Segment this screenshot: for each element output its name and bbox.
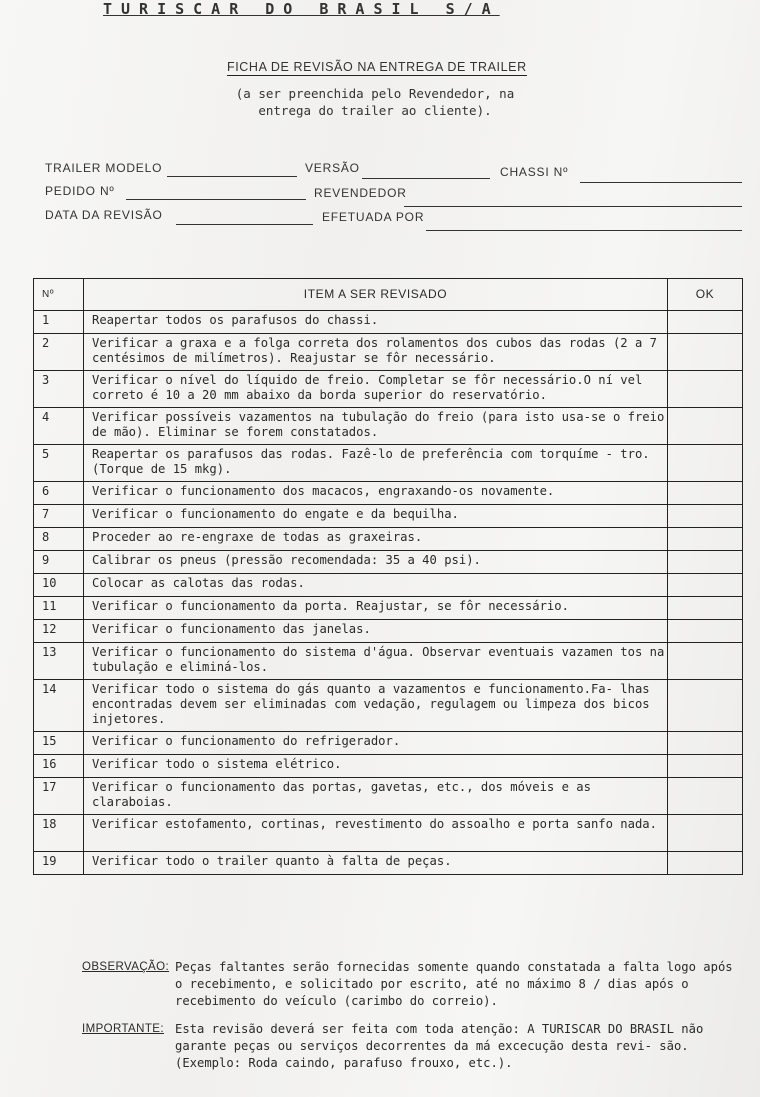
table-row <box>34 574 743 597</box>
ok-checkbox-cell[interactable] <box>668 551 743 574</box>
trailer-modelo-label: TRAILER MODELO <box>45 161 163 175</box>
item-description: Verificar todo o sistema elétrico. <box>84 755 668 778</box>
ok-checkbox-cell[interactable] <box>668 334 743 371</box>
table-row <box>34 732 743 755</box>
table-row <box>34 643 743 680</box>
ok-checkbox-cell[interactable] <box>668 815 743 852</box>
item-number: 3 <box>34 371 84 408</box>
ok-checkbox-cell[interactable] <box>668 680 743 732</box>
importante-note <box>82 1021 745 1072</box>
item-description: Verificar possíveis vazamentos na tubulação do freio (para isto usa-se o freio de mão). Eliminar se forem constatados. <box>84 408 668 445</box>
column-header-item: ITEM A SER REVISADO <box>84 279 668 311</box>
ok-checkbox-cell[interactable] <box>668 311 743 334</box>
observacao-note <box>82 959 745 1010</box>
item-number: 7 <box>34 505 84 528</box>
chassi-label: CHASSI Nº <box>500 165 569 179</box>
data-revisao-field[interactable] <box>176 224 313 225</box>
item-number: 18 <box>34 815 84 852</box>
item-description: Verificar o funcionamento da porta. Reajustar, se fôr necessário. <box>84 597 668 620</box>
item-number: 5 <box>34 445 84 482</box>
company-name: TURISCAR DO BRASIL S/A <box>103 0 500 18</box>
ok-checkbox-cell[interactable] <box>668 732 743 755</box>
item-number: 9 <box>34 551 84 574</box>
item-number: 15 <box>34 732 84 755</box>
item-description: Colocar as calotas das rodas. <box>84 574 668 597</box>
item-description: Verificar o funcionamento das janelas. <box>84 620 668 643</box>
revision-checklist-table <box>33 278 743 875</box>
item-description: Calibrar os pneus (pressão recomendada: 35 a 40 psi). <box>84 551 668 574</box>
table-row <box>34 482 743 505</box>
ok-checkbox-cell[interactable] <box>668 643 743 680</box>
ok-checkbox-cell[interactable] <box>668 371 743 408</box>
ok-checkbox-cell[interactable] <box>668 408 743 445</box>
item-number: 14 <box>34 680 84 732</box>
item-number: 2 <box>34 334 84 371</box>
observacao-label: OBSERVAÇÃO: <box>82 961 170 973</box>
table-row <box>34 445 743 482</box>
table-row <box>34 815 743 852</box>
table-row <box>34 852 743 875</box>
column-header-number: Nº <box>34 279 84 311</box>
ok-checkbox-cell[interactable] <box>668 528 743 551</box>
table-row <box>34 597 743 620</box>
ok-checkbox-cell[interactable] <box>668 574 743 597</box>
document-subtitle <box>220 85 530 119</box>
ok-checkbox-cell[interactable] <box>668 778 743 815</box>
table-row <box>34 620 743 643</box>
ok-checkbox-cell[interactable] <box>668 482 743 505</box>
table-row <box>34 334 743 371</box>
item-description: Verificar o funcionamento dos macacos, engraxando-os novamente. <box>84 482 668 505</box>
item-number: 1 <box>34 311 84 334</box>
item-number: 12 <box>34 620 84 643</box>
pedido-field[interactable] <box>126 199 306 200</box>
item-number: 16 <box>34 755 84 778</box>
table-row <box>34 505 743 528</box>
table-header-row <box>34 279 743 311</box>
item-description: Reapertar todos os parafusos do chassi. <box>84 311 668 334</box>
subtitle-line: (a ser preenchida pelo Revendedor, na <box>235 86 515 101</box>
efetuada-por-label: EFETUADA POR <box>322 210 425 224</box>
revendedor-field[interactable] <box>404 206 742 207</box>
ok-checkbox-cell[interactable] <box>668 445 743 482</box>
table-row <box>34 680 743 732</box>
item-description: Verificar o nível do líquido de freio. Completar se fôr necessário.O ní vel correto é 10 a 20 mm abaixo da borda superior do reservatório. <box>84 371 668 408</box>
item-number: 8 <box>34 528 84 551</box>
item-description: Verificar estofamento, cortinas, revestimento do assoalho e porta sanfo nada. <box>84 815 668 852</box>
trailer-modelo-field[interactable] <box>167 176 297 177</box>
item-number: 19 <box>34 852 84 875</box>
item-description: Verificar todo o sistema do gás quanto a vazamentos e funcionamento.Fa- lhas encontradas devem ser eliminadas com vedação, regulagem ou limpeza dos bicos injetores. <box>84 680 668 732</box>
item-description: Verificar o funcionamento do refrigerador. <box>84 732 668 755</box>
versao-field[interactable] <box>362 178 490 179</box>
pedido-label: PEDIDO Nº <box>45 184 115 198</box>
table-row <box>34 551 743 574</box>
item-description: Verificar o funcionamento do engate e da bequilha. <box>84 505 668 528</box>
table-row <box>34 755 743 778</box>
importante-label: IMPORTANTE: <box>82 1023 164 1035</box>
versao-label: VERSÃO <box>305 161 360 175</box>
item-description: Verificar o funcionamento das portas, gavetas, etc., dos móveis e as claraboias. <box>84 778 668 815</box>
item-description: Verificar o funcionamento do sistema d'água. Observar eventuais vazamen tos na tubulação e eliminá-los. <box>84 643 668 680</box>
table-row <box>34 528 743 551</box>
ok-checkbox-cell[interactable] <box>668 620 743 643</box>
item-number: 11 <box>34 597 84 620</box>
item-description: Verificar todo o trailer quanto à falta de peças. <box>84 852 668 875</box>
importante-text: Esta revisão deverá ser feita com toda atenção: A TURISCAR DO BRASIL não garante peças ou serviços decorrentes da má excecução desta revi- são. (Exemplo: Roda caindo, parafuso frouxo, etc.). <box>175 1022 704 1070</box>
item-number: 4 <box>34 408 84 445</box>
item-number: 17 <box>34 778 84 815</box>
table-row <box>34 311 743 334</box>
column-header-ok: OK <box>668 279 743 311</box>
ok-checkbox-cell[interactable] <box>668 755 743 778</box>
table-row <box>34 371 743 408</box>
ok-checkbox-cell[interactable] <box>668 597 743 620</box>
efetuada-por-field[interactable] <box>426 230 742 231</box>
item-number: 10 <box>34 574 84 597</box>
item-number: 13 <box>34 643 84 680</box>
item-number: 6 <box>34 482 84 505</box>
item-description: Proceder ao re-engraxe de todas as graxeiras. <box>84 528 668 551</box>
chassi-field[interactable] <box>580 182 742 183</box>
table-row <box>34 408 743 445</box>
item-description: Reapertar os parafusos das rodas. Fazê-lo de preferência com torquíme - tro. (Torque de 15 mkg). <box>84 445 668 482</box>
item-description: Verificar a graxa e a folga correta dos rolamentos dos cubos das rodas (2 a 7 centésimos de milímetros). Reajustar se fôr necessário. <box>84 334 668 371</box>
table-row <box>34 778 743 815</box>
observacao-text: Peças faltantes serão fornecidas somente quando constatada a falta logo após o recebimento, e solicitado por escrito, até no máximo 8 / dias após o recebimento do veículo (carimbo do correio). <box>175 960 733 1008</box>
table-body <box>34 311 743 875</box>
subtitle-line: entrega do trailer ao cliente). <box>258 103 492 118</box>
data-revisao-label: DATA DA REVISÃO <box>45 208 163 222</box>
revendedor-label: REVENDEDOR <box>314 186 407 200</box>
ok-checkbox-cell[interactable] <box>668 505 743 528</box>
ok-checkbox-cell[interactable] <box>668 852 743 875</box>
document-title: FICHA DE REVISÃO NA ENTREGA DE TRAILER <box>227 60 527 74</box>
